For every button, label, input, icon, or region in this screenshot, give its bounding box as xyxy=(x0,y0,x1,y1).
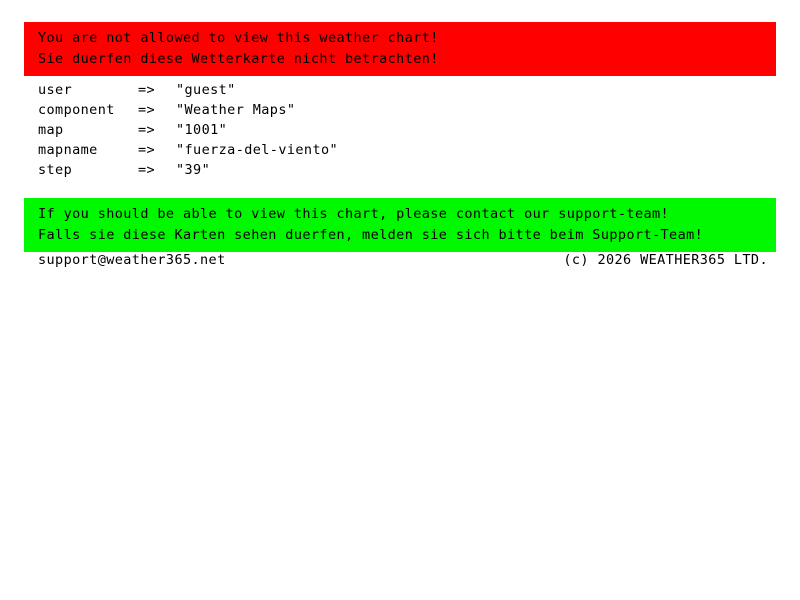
access-denied-message-de: Sie duerfen diese Wetterkarte nicht betrachten! xyxy=(38,51,439,67)
page-footer xyxy=(38,250,768,270)
support-email-link[interactable] xyxy=(38,250,226,270)
table-row xyxy=(38,80,338,100)
table-row xyxy=(38,140,338,160)
param-arrow: => xyxy=(138,102,156,118)
table-row xyxy=(38,100,338,120)
param-key: map xyxy=(38,122,64,138)
support-email-anchor[interactable]: support@weather365.net xyxy=(38,252,226,268)
support-info-banner xyxy=(24,198,776,252)
param-arrow: => xyxy=(138,122,156,138)
support-info-message-de: Falls sie diese Karten sehen duerfen, melden sie sich bitte beim Support-Team! xyxy=(38,227,704,243)
param-arrow: => xyxy=(138,82,156,98)
table-row xyxy=(38,120,338,140)
param-value: "39" xyxy=(176,162,211,178)
param-arrow: => xyxy=(138,162,156,178)
param-value: "1001" xyxy=(176,122,228,138)
access-denied-message-en: You are not allowed to view this weather chart! xyxy=(38,30,439,46)
parameter-table xyxy=(38,80,338,180)
param-arrow: => xyxy=(138,142,156,158)
param-value: "Weather Maps" xyxy=(176,102,296,118)
access-denied-banner xyxy=(24,22,776,76)
param-key: user xyxy=(38,82,73,98)
param-key: step xyxy=(38,162,73,178)
param-value: "fuerza-del-viento" xyxy=(176,142,339,158)
param-value: "guest" xyxy=(176,82,236,98)
copyright-notice: (c) 2026 WEATHER365 LTD. xyxy=(563,252,768,268)
support-info-message-en: If you should be able to view this chart, please contact our support-team! xyxy=(38,206,670,222)
table-row xyxy=(38,160,338,180)
param-key: component xyxy=(38,102,115,118)
param-key: mapname xyxy=(38,142,98,158)
